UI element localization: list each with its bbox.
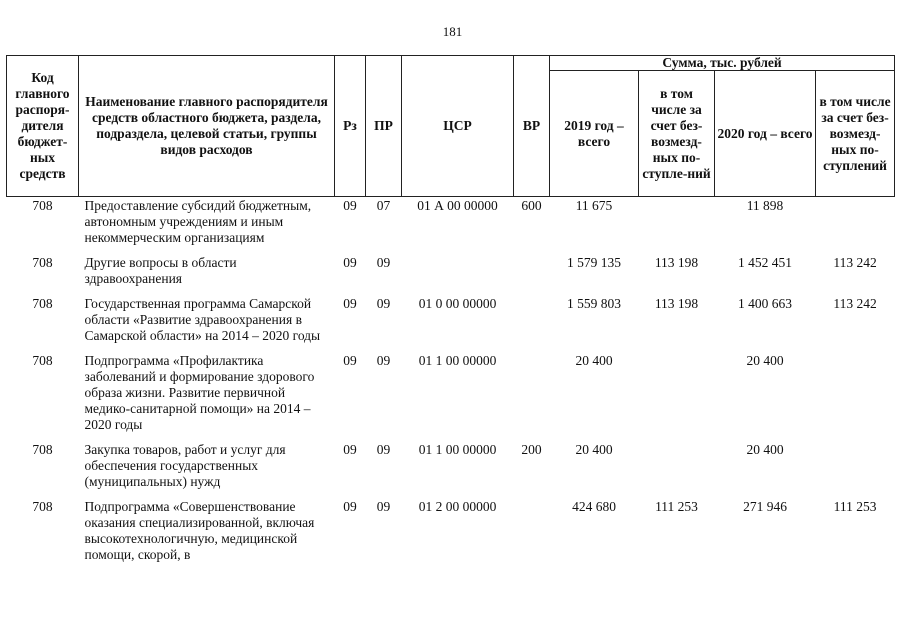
cell-2019-total: 20 400 [575,353,613,368]
cell-2020-gratis [816,197,895,255]
cell-2020-total: 20 400 [746,442,784,457]
cell-2020-total: 271 946 [743,499,787,514]
cell-rz: 09 [343,353,357,368]
header-pr: ПР [366,56,402,197]
cell-rz: 09 [343,198,357,213]
cell-2019-gratis: 111 253 [655,499,698,514]
cell-csr: 01 1 00 00000 [418,442,497,457]
table-row [7,197,895,255]
cell-name: Другие вопросы в области здравоохранения [84,255,237,286]
cell-pr: 09 [376,353,391,368]
cell-2020-gratis [816,441,895,498]
cell-code: 708 [32,499,53,514]
cell-2019-gratis [639,197,715,255]
cell-2019-total: 1 579 135 [567,255,621,270]
budget-table [6,55,895,563]
cell-2019-gratis [639,441,715,498]
header-2019-gratis: в том числе за счет без-возмезд-ных по-ступле-ний [639,71,715,197]
cell-csr: 01 1 00 00000 [418,353,497,368]
cell-csr [402,254,514,295]
header-csr: ЦСР [402,56,514,197]
cell-name: Предоставление субсидий бюджетным, автономным учреждениям и иным некоммерческим организациям [84,198,312,245]
cell-2020-gratis: 113 242 [833,296,877,311]
cell-2020-total: 20 400 [746,353,784,368]
table-header [7,56,895,197]
cell-name: Подпрограмма «Совершенствование оказания специализированной, включая высокотехнологичную, медицинской помощи, скорой, в [84,499,315,562]
cell-name: Государственная программа Самарской области «Развитие здравоохранения в Самарской области» на 2014 – 2020 годы [84,296,321,343]
header-code: Код главного распоря-дителя бюджет-ных средств [7,56,79,197]
cell-2019-total: 424 680 [572,499,616,514]
table-body [7,197,895,564]
cell-pr: 09 [376,499,391,514]
cell-vr [514,295,550,352]
cell-name: Подпрограмма «Профилактика заболеваний и формирование здорового образа жизни. Развитие первичной медико-санитарной помощи» на 2014 – 2020 годы [84,353,315,432]
table-row [7,254,895,295]
table-row [7,352,895,441]
cell-vr [514,498,550,563]
header-name: Наименование главного распорядителя средств областного бюджета, раздела, подраздела, целевой статьи, группы видов расходов [79,56,335,197]
cell-code: 708 [32,442,53,457]
cell-rz: 09 [343,255,357,270]
cell-pr: 09 [376,442,391,457]
cell-code: 708 [32,296,53,311]
cell-2020-gratis: 111 253 [833,499,877,514]
header-2020-total: 2020 год – всего [715,71,816,197]
cell-vr [514,254,550,295]
table-row [7,441,895,498]
cell-2019-gratis: 113 198 [654,296,699,311]
cell-vr: 600 [521,198,542,213]
cell-2019-gratis: 113 198 [654,255,699,270]
header-rz: Рз [335,56,366,197]
cell-vr [514,352,550,441]
cell-pr: 09 [376,255,391,270]
cell-2020-gratis [816,352,895,441]
table-row [7,498,895,563]
cell-code: 708 [32,255,53,270]
cell-2019-total: 11 675 [575,198,613,213]
cell-2019-gratis [639,352,715,441]
cell-2020-gratis: 113 242 [833,255,877,270]
cell-2019-total: 20 400 [575,442,613,457]
cell-2019-total: 1 559 803 [567,296,621,311]
cell-vr: 200 [521,442,542,457]
cell-csr: 01 А 00 00000 [417,198,498,213]
cell-2020-total: 1 452 451 [738,255,792,270]
cell-csr: 01 0 00 00000 [418,296,497,311]
header-2020-gratis: в том числе за счет без-возмезд-ных по-ступлений [816,71,895,197]
table-row [7,295,895,352]
cell-pr: 09 [376,296,391,311]
cell-2020-total: 11 898 [746,198,784,213]
header-sum-group: Сумма, тыс. рублей [550,56,895,71]
header-2019-total: 2019 год – всего [550,71,639,197]
cell-pr: 07 [376,198,391,213]
cell-rz: 09 [343,442,357,457]
cell-code: 708 [32,353,53,368]
cell-code: 708 [32,198,53,213]
header-vr: ВР [514,56,550,197]
page-number: 181 [442,24,463,39]
cell-rz: 09 [343,296,357,311]
cell-csr: 01 2 00 00000 [418,499,497,514]
cell-rz: 09 [343,499,357,514]
cell-2020-total: 1 400 663 [738,296,792,311]
cell-name: Закупка товаров, работ и услуг для обеспечения государственных (муниципальных) нужд [84,442,286,489]
